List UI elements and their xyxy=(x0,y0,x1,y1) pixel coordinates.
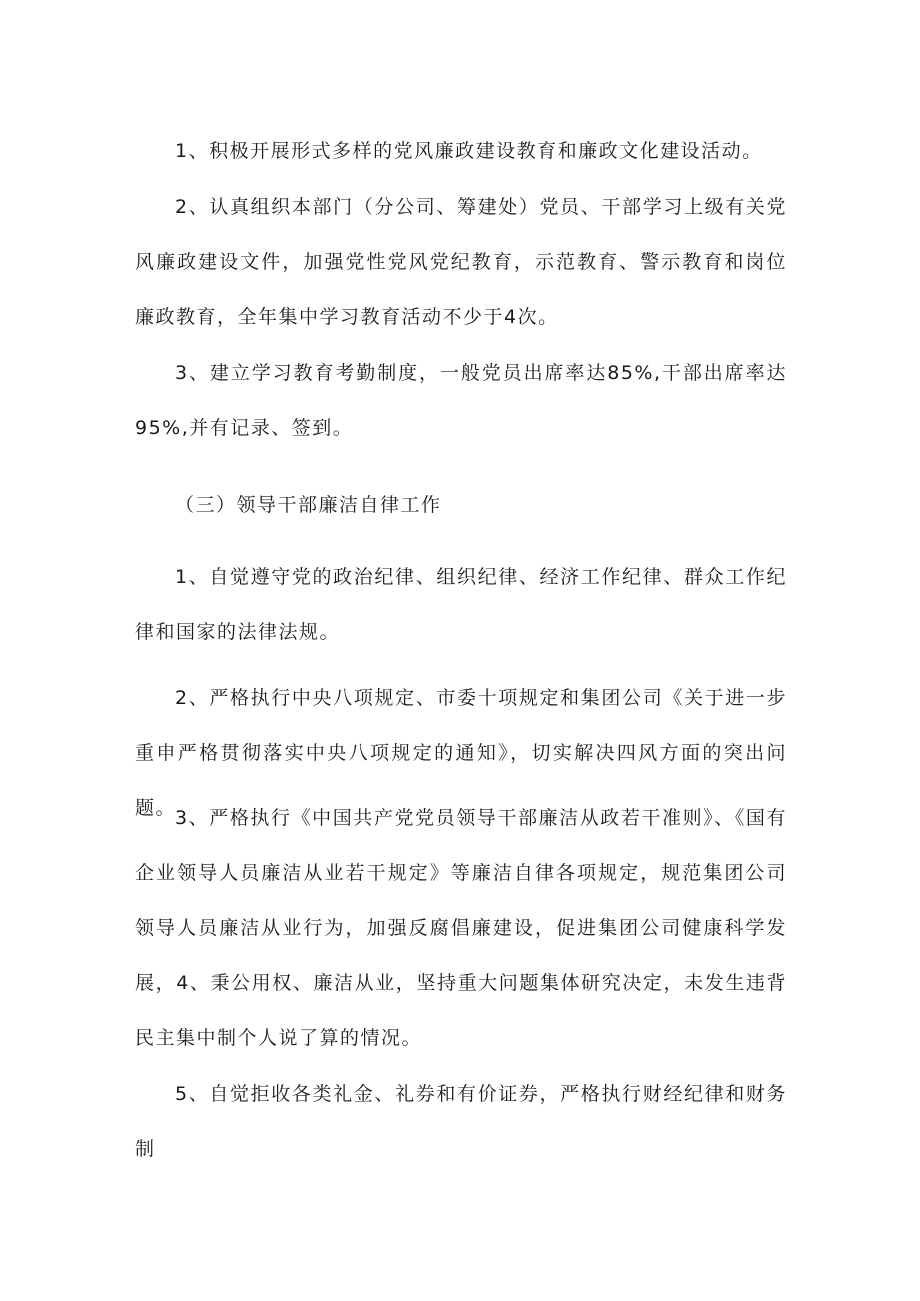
section-heading: （三）领导干部廉洁自律工作 xyxy=(175,494,442,516)
paragraph-1: 1、积极开展形式多样的党风廉政建设教育和廉政文化建设活动。 xyxy=(175,140,763,162)
paragraph-6: 2、严格执行中央八项规定、市委十项规定和集团公司《关于进一步重申严格贯彻落实中央八项规定的通知》，切实解决四风方面的突出问题。 xyxy=(135,687,787,819)
paragraph-3: 3、建立学习教育考勤制度，一般党员出席率达85%,干部出席率达95%,并有记录、签到。 xyxy=(135,362,787,439)
paragraph-2: 2、认真组织本部门（分公司、筹建处）党员、干部学习上级有关党风廉政建设文件，加强党性党风党纪教育，示范教育、警示教育和岗位廉政教育，全年集中学习教育活动不少于4次。 xyxy=(135,196,787,328)
paragraph-8: 5、自觉拒收各类礼金、礼券和有价证券，严格执行财经纪律和财务制 xyxy=(135,1083,787,1160)
paragraph-5: 1、自觉遵守党的政治纪律、组织纪律、经济工作纪律、群众工作纪律和国家的法律法规。 xyxy=(135,566,787,643)
paragraph-7: 3、严格执行《中国共产党党员领导干部廉洁从政若干准则》、《国有企业领导人员廉洁从业若干规定》等廉洁自律各项规定，规范集团公司领导人员廉洁从业行为，加强反腐倡廉建设，促进集团公司健康科学发展，4、秉公用权、廉洁从业，坚持重大问题集体研究决定，未发生违背民主集中制个人说了算的情况。 xyxy=(135,807,787,1049)
